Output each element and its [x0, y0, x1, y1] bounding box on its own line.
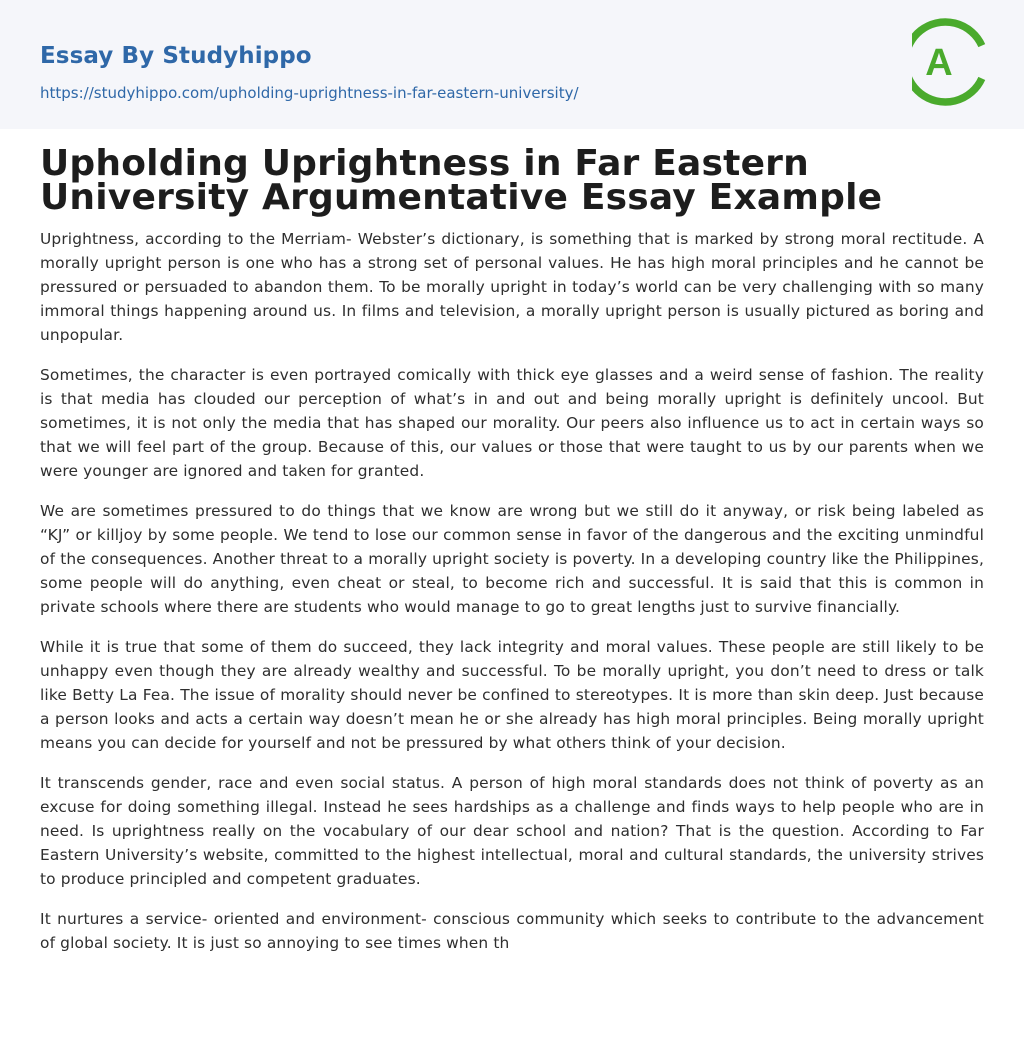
essay-paragraph: Sometimes, the character is even portrayed comically with thick eye glasses and a weird sense of fashion. The reality is that media has clouded our perception of what’s in and out and being morally upright is definitely uncool. But sometimes, it is not only the media that has shaped our morality. Our peers also influence us to act in certain ways so that we will feel part of the group. Because of this, our values or those that were taught to us by our parents when we were younger are ignored and taken for granted.	[40, 366, 984, 480]
essay-paragraph: It nurtures a service- oriented and environment- conscious community which seeks to contribute to the advancement of global society. It is just so annoying to see times when th	[40, 910, 984, 952]
main-content	[0, 143, 1024, 955]
site-brand[interactable]: Essay By Studyhippo	[40, 43, 312, 69]
essay-paragraph: While it is true that some of them do succeed, they lack integrity and moral values. These people are still likely to be unhappy even though they are already wealthy and successful. To be morally upright, you don’t need to dress or talk like Betty La Fea. The issue of morality should never be confined to stereotypes. It is more than skin deep. Just because a person looks and acts a certain way doesn’t mean he or she already has high moral principles. Being morally upright means you can decide for yourself and not be pressured by what others think of your decision.	[40, 638, 984, 752]
essay-paragraph: Uprightness, according to the Merriam- Webster’s dictionary, is something that is marked by strong moral rectitude. A morally upright person is one who has a strong set of personal values. He has high moral principles and he cannot be pressured or persuaded to abandon them. To be morally upright in today’s world can be very challenging with so many immoral things happening around us. In films and television, a morally upright person is usually pictured as boring and unpopular.	[40, 230, 984, 344]
essay-paragraph: It transcends gender, race and even social status. A person of high moral standards does not think of poverty as an excuse for doing something illegal. Instead he sees hardships as a challenge and finds ways to help people who are in need. Is uprightness really on the vocabulary of our dear school and nation? That is the question. According to Far Eastern University’s website, committed to the highest intellectual, moral and cultural standards, the university strives to produce principled and competent graduates.	[40, 774, 984, 888]
page-title: Upholding Uprightness in Far Eastern University Argumentative Essay Example	[40, 143, 883, 218]
logo-letter: A	[925, 42, 953, 84]
site-header	[0, 0, 1024, 129]
essay-paragraph: We are sometimes pressured to do things that we know are wrong but we still do it anyway, or risk being labeled as “KJ” or killjoy by some people. We tend to lose our common sense in favor of the dangerous and the exciting unmindful of the consequences. Another threat to a morally upright society is poverty. In a developing country like the Philippines, some people will do anything, even cheat or steal, to become rich and successful. It is said that this is common in private schools where there are students who would manage to go to great lengths just to survive financially.	[40, 502, 984, 616]
essay-body	[40, 227, 984, 955]
source-url-link[interactable]: https://studyhippo.com/upholding-uprightness-in-far-eastern-university/	[40, 84, 579, 102]
letter-a-circle-icon[interactable]	[912, 18, 986, 106]
